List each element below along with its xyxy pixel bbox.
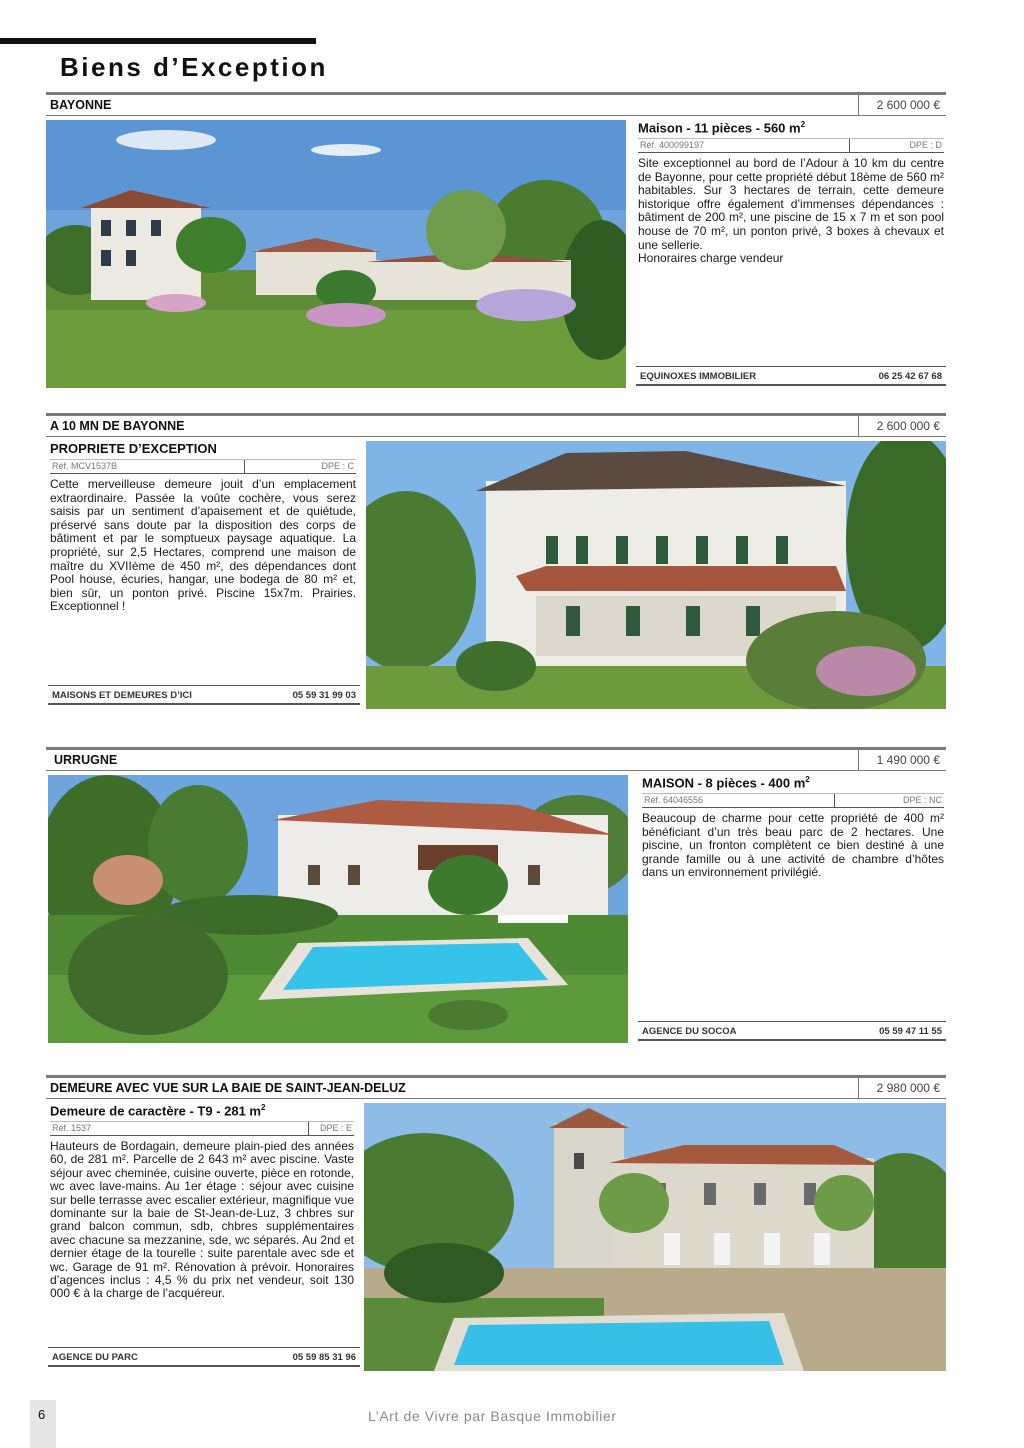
property-photo-drawing xyxy=(364,1103,946,1371)
listing-reference: Réf. 64046556 xyxy=(644,795,704,805)
property-photo xyxy=(46,120,626,388)
listing-header xyxy=(46,1075,946,1099)
listing-footer xyxy=(48,685,360,705)
listing-bayonne xyxy=(46,92,946,392)
listing-description: Hauteurs de Bordagain, demeure plain-pied des années 60, de 281 m². Parcelle de 2 643 m² avec piscine. Vaste séjour avec cheminée, cuisine ouverte, pièce en rotonde, wc avec lave-mains. Au 1er étage : séjour avec cuisine sur belle terrasse avec escalier extérieur, magnifique vue dominante sur la baie de St-Jean-de-Luz, 3 chbres sur grand balcon commun, sdb, chbres supplémentaires avec chacune sa mezzanine, sde, wc séparés. Au 2nd et dernier étage de la tourelle : suite parentale avec sde et wc. Garage de 91 m². Rénovation à prévoir. Honoraires d’agences inclus : 4,5 % du prix net vendeur, soit 130 000 € à la charge de l’acquéreur. xyxy=(50,1139,354,1301)
listing-header xyxy=(46,92,946,116)
listing-price: 1 490 000 € xyxy=(858,747,946,771)
listing-location: BAYONNE xyxy=(50,98,112,112)
reference-line xyxy=(642,793,944,808)
listing-header xyxy=(46,413,946,437)
listing-title: Demeure de caractère - T9 - 281 $m^2$ xyxy=(50,1103,266,1119)
listing-dpe: DPE : E xyxy=(319,1123,352,1133)
reference-line xyxy=(638,138,944,153)
agency-phone: 05 59 47 11 55 xyxy=(879,1026,942,1037)
property-photo xyxy=(48,775,628,1043)
listing-a-10-mn-de-bayonne xyxy=(46,413,946,713)
listing-info xyxy=(642,775,944,880)
listing-reference: Réf. MCV1537B xyxy=(52,461,118,471)
listing-info xyxy=(638,120,944,266)
listing-location: A 10 MN DE BAYONNE xyxy=(50,419,185,433)
listing-info xyxy=(50,441,356,614)
listing-footer xyxy=(636,366,946,386)
agency-phone: 06 25 42 67 68 xyxy=(878,371,942,382)
listing-reference: Réf. 400099197 xyxy=(640,140,705,150)
listing-dpe: DPE : NC xyxy=(902,795,942,805)
property-photo-drawing xyxy=(366,441,946,709)
listing-urrugne xyxy=(46,747,946,1047)
listing-title: Maison - 11 pièces - 560 $m^2$ xyxy=(638,120,806,136)
listing-price: 2 600 000 € xyxy=(858,92,946,116)
property-photo xyxy=(364,1103,946,1371)
listing-header xyxy=(46,747,946,771)
listing-price: 2 980 000 € xyxy=(858,1075,946,1099)
listing-title: PROPRIETE D’EXCEPTION xyxy=(50,441,217,456)
property-photo-drawing xyxy=(46,120,626,388)
listing-title: MAISON - 8 pièces - 400 $m^2$ xyxy=(642,775,810,791)
listing-price: 2 600 000 € xyxy=(858,413,946,437)
listing-dpe: DPE : C xyxy=(321,461,354,471)
listing-info xyxy=(50,1103,354,1301)
reference-line xyxy=(50,459,356,474)
listing-footer xyxy=(48,1347,360,1367)
agency-name: AGENCE DU PARC xyxy=(52,1352,138,1363)
page-title: Biens d’Exception xyxy=(60,52,328,82)
agency-name: MAISONS ET DEMEURES D’ICI xyxy=(52,690,192,701)
property-photo-drawing xyxy=(48,775,628,1043)
listing-description: Site exceptionnel au bord de l’Adour à 10 km du centre de Bayonne, pour cette propriété début 18ème de 560 m² habitables. Sur 3 hectares de terrain, cette demeure historique offre également d’immenses dépendances : bâtiment de 200 m², une piscine de 15 x 7 m et son pool house de 70 m², un ponton privé, 3 boxes à chevaux et une sellerie. Honoraires charge vendeur xyxy=(638,156,944,266)
listing-location: DEMEURE AVEC VUE SUR LA BAIE DE SAINT-JEAN-DELUZ xyxy=(50,1081,406,1095)
top-rule xyxy=(0,38,316,44)
listing-description: Beaucoup de charme pour cette propriété de 400 m² bénéficiant d’un très beau parc de 2 hectares. Une piscine, un fronton complètent ce bien destiné à une grande famille ou à une activité de chambre d’hôtes dans un environnement privilégié. xyxy=(642,811,944,880)
agency-name: AGENCE DU SOCOA xyxy=(642,1026,737,1037)
listing-footer xyxy=(638,1021,946,1041)
listing-description: Cette merveilleuse demeure jouit d’un emplacement extraordinaire. Passée la voûte cochère, vous serez saisis par un sentiment d’apaisement et de quiétude, préservé sans doute par la disposition des corps de bâtiment et par le somptueux paysage aquatique. La propriété, sur 2,5 Hectares, comprend une maison de maître du XVIIème de 450 m², des dépendances dont Pool house, écuries, hangar, une bodega de 80 m² et, bien sûr, un ponton privé. Piscine 15x7m. Prairies. Exceptionnel ! xyxy=(50,477,356,614)
reference-line xyxy=(50,1121,354,1136)
listing-reference: Réf. 1537 xyxy=(52,1123,92,1133)
agency-name: EQUINOXES IMMOBILIER xyxy=(640,371,757,382)
listing-saint-jean-de-luz xyxy=(46,1075,946,1375)
agency-phone: 05 59 85 31 96 xyxy=(292,1352,356,1363)
property-photo xyxy=(366,441,946,709)
listing-location: URRUGNE xyxy=(54,753,118,767)
agency-phone: 05 59 31 99 03 xyxy=(292,690,356,701)
page-number: 6 xyxy=(38,1407,46,1422)
listing-dpe: DPE : D xyxy=(909,140,942,150)
page-tagline: L’Art de Vivre par Basque Immobilier xyxy=(368,1408,617,1424)
